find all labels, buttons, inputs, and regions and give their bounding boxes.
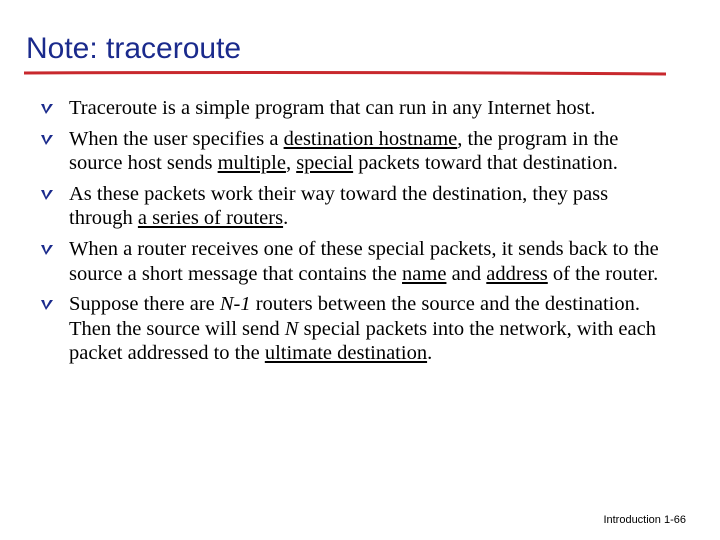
checkmark-bullet-icon: [40, 298, 54, 312]
bullet-text: When the user specifies a: [69, 127, 284, 150]
bullet-text: ultimate destination: [264, 342, 428, 365]
bullet-item: [40, 237, 670, 286]
bullet-text: N: [284, 317, 299, 340]
bullet-text: and: [446, 262, 487, 285]
bullet-text: Suppose there are: [69, 293, 220, 316]
bullet-text: packets toward that destination.: [353, 152, 618, 175]
bullet-text: routers between the source and the destination. Then the source will send: [69, 293, 640, 340]
checkmark-bullet-icon: [40, 102, 54, 116]
bullet-item: [40, 127, 670, 176]
bullet-text: multiple: [217, 152, 286, 175]
bullet-text: N-1: [219, 293, 251, 316]
checkmark-bullet-icon: [40, 243, 54, 257]
bullet-text: a series of routers: [137, 207, 284, 230]
bullet-text: ,: [285, 152, 297, 175]
bullet-text: name: [402, 262, 447, 285]
bullet-text: Traceroute is a simple program that can run in any Internet host.: [69, 97, 596, 119]
bullet-list: [40, 96, 670, 372]
bullet-text: destination hostname: [283, 127, 458, 150]
bullet-text: When a router receives one of these special packets, it sends back to the source a short message that contains the: [69, 237, 659, 285]
bullet-text: .: [283, 207, 289, 230]
slide-footer: Introduction 1-66: [603, 514, 686, 526]
bullet-item: [40, 96, 670, 121]
title-underline: [24, 70, 666, 76]
checkmark-bullet-icon: [40, 133, 54, 147]
bullet-text: special packets into the network, with each packet addressed to the: [69, 317, 656, 365]
checkmark-bullet-icon: [40, 188, 54, 202]
bullet-text: .: [427, 342, 433, 365]
bullet-text: special: [296, 152, 354, 175]
bullet-item: [40, 182, 670, 231]
bullet-text: As these packets work their way toward the destination, they pass through: [69, 182, 609, 230]
bullet-item: [40, 292, 670, 366]
bullet-text: of the router.: [547, 262, 659, 285]
page-title: Note: traceroute: [26, 32, 242, 65]
bullet-text: address: [486, 262, 548, 285]
bullet-text: , the program in the source host sends: [69, 127, 619, 175]
